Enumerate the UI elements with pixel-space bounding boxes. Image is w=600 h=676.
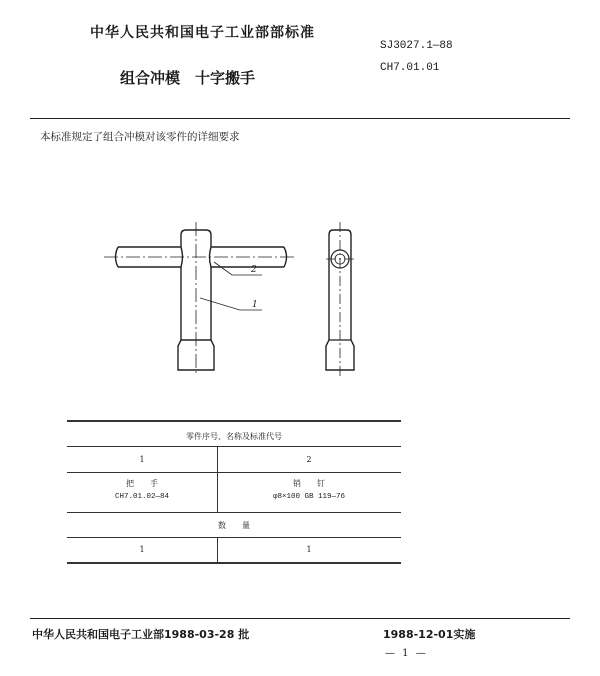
quantity-label: 数 量 bbox=[218, 521, 250, 530]
col1-part-code: CH7.01.02—84 bbox=[114, 493, 169, 501]
table-rule bbox=[67, 512, 401, 513]
part-code: CH7.01.01 bbox=[380, 62, 440, 74]
table-divider bbox=[217, 472, 218, 512]
col2-part-code: φ8×100 GB 119—76 bbox=[272, 493, 345, 501]
table-top-rule bbox=[67, 420, 401, 422]
document-title: 组合冲模 十字搬手 bbox=[120, 69, 256, 87]
table-divider bbox=[217, 446, 218, 472]
table-rule bbox=[67, 537, 401, 538]
intro-text: 本标准规定了组合冲模对该零件的详细要求 bbox=[40, 131, 240, 143]
table-header-label: 零件序号、名称及标准代号 bbox=[186, 432, 282, 441]
approval-statement: 中华人民共和国电子工业部1988-03-28 批 bbox=[32, 628, 250, 641]
issuing-organization: 中华人民共和国电子工业部部标准 bbox=[90, 25, 315, 41]
col1-quantity: 1 bbox=[139, 545, 145, 554]
col2-quantity: 1 bbox=[306, 545, 312, 554]
table-rule bbox=[67, 446, 401, 447]
effective-date: 1988-12-01实施 bbox=[383, 628, 476, 641]
page-number: — 1 — bbox=[385, 648, 428, 659]
col2-number: 2 bbox=[306, 455, 312, 464]
col1-number: 1 bbox=[139, 455, 145, 464]
callout-2: 2 bbox=[251, 265, 257, 275]
callout-1: 1 bbox=[252, 300, 258, 310]
table-divider bbox=[217, 537, 218, 562]
col2-part-name: 销 钉 bbox=[293, 479, 325, 488]
table-bottom-rule bbox=[67, 562, 401, 564]
col1-part-name: 把 手 bbox=[126, 479, 158, 488]
side-view-center-lines bbox=[326, 222, 354, 376]
table-rule bbox=[67, 472, 401, 473]
footer-rule bbox=[30, 618, 570, 619]
standard-number: SJ3027.1—88 bbox=[380, 40, 453, 52]
